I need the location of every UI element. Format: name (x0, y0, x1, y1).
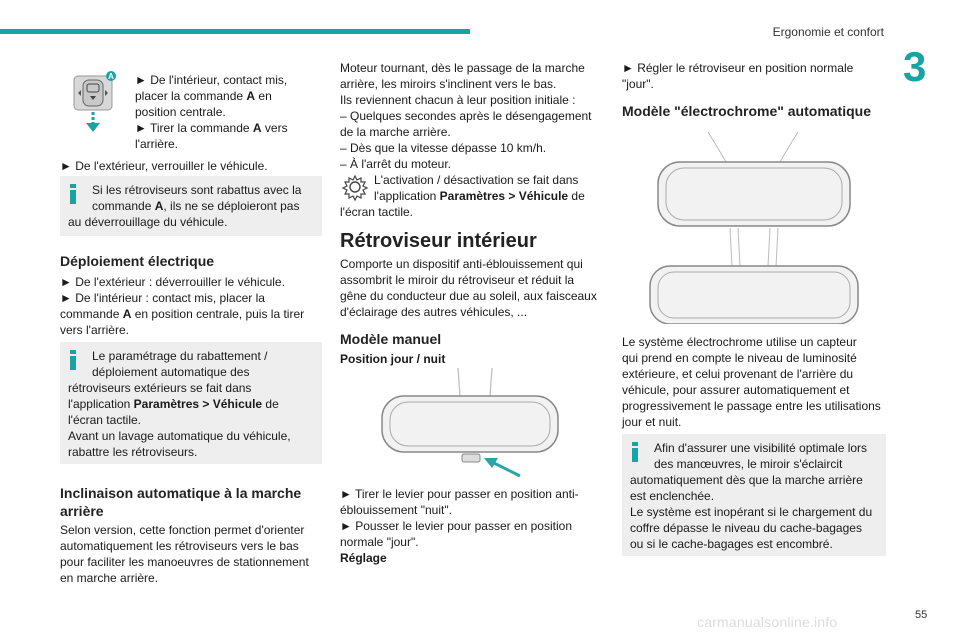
tilt-text: Selon version, cette fonction permet d'orienter automatiquement les rétroviseurs vers le bas pour faciliter les manoeuvres de stationnement en marche arrière. (60, 523, 309, 585)
gear-icon (340, 172, 370, 202)
step-text: ► De l'intérieur, contact mis, (135, 73, 288, 87)
gear-note: L'activation / désactivation se fait dans l'application Paramètres > Véhicule de (374, 173, 585, 203)
info-icon (630, 442, 640, 462)
mirror-description: Comporte un dispositif anti-éblouissement qui assombrit le miroir du rétroviseur et réduit la gêne du conducteur due au soleil, aux faisceaux d'éclairage des autres véhicules, ... (340, 257, 597, 319)
heading-deploy: Déploiement électrique (60, 253, 215, 269)
info-box-fold: Si les rétroviseurs sont rabattus avec la commande A, ils ne se déploieront pas au déverrouillage du véhicule. (60, 176, 322, 236)
section-title: Ergonomie et confort (772, 25, 884, 39)
gear-note-end: l'écran tactile. (340, 205, 413, 219)
watermark: carmanualsonline.info (697, 614, 838, 630)
heading-manual: Modèle manuel (340, 331, 442, 347)
step-text: position centrale. (135, 105, 226, 119)
step-text: placer la commande A en (135, 89, 272, 103)
chapter-number: 3 (903, 43, 927, 90)
manual-steps: ► Tirer le levier pour passer en position anti- éblouissement "nuit". ► Pousser le levier pour passer en position normale "jour". Réglage (340, 487, 579, 565)
info-icon (68, 184, 78, 204)
heading-interior-mirror: Rétroviseur intérieur (340, 230, 537, 252)
reverse-text: Moteur tournant, dès le passage de la marche arrière, les miroirs s'inclinent vers le bas. Ils reviennent chacun à leur position initiale : – Quelques secondes après le désengagement de la marche arrière. – Dès que la vitesse dépasse 10 km/h. – À l'arrêt du moteur. (340, 61, 592, 171)
info-icon (68, 350, 78, 370)
electrochrome-description: Le système électrochrome utilise un capteur qui prend en compte le niveau de luminosité extérieure, et celui provenant de l'arrière du véhicule, pour assurer automatiquement et progressivement le passage entre les utilisations jour et nuit. (622, 335, 881, 429)
header-accent-bar (0, 29, 470, 34)
info-box-electrochrome: Afin d'assurer une visibilité optimale lors des manœuvres, le miroir s'éclaircit automatiquement dès que la marche arrière est enclenchée. Le système est inopérant si le chargement du coffre dépasse le niveau du cache-bagages ou si le cache-bagages est encombré. (622, 434, 886, 556)
electrochrome-mirror-illustration (648, 128, 860, 324)
mirror-control-icon (70, 68, 120, 136)
svg-text:A: A (108, 72, 114, 81)
manual-mirror-illustration (380, 366, 560, 480)
heading-tilt: Inclinaison automatique à la marche arrière (60, 485, 302, 519)
subheading-day-night: Position jour / nuit (340, 352, 446, 366)
page-number: 55 (915, 609, 928, 621)
step-text: ► Tirer la commande A vers (135, 121, 288, 135)
heading-electrochrome: Modèle "électrochrome" automatique (622, 103, 871, 119)
step-text: l'arrière. (135, 137, 178, 151)
info-box-settings: Le paramétrage du rabattement / déploiement automatique des rétroviseurs extérieurs se fait dans l'application Paramètres > Véhicule de l'écran tactile. Avant un lavage automatique du véhicule, rabattre les rétroviseurs. (60, 342, 322, 464)
interior-steps (135, 72, 325, 152)
step-lock: ► De l'extérieur, verrouiller le véhicule. (60, 159, 268, 173)
deploy-steps: ► De l'extérieur : déverrouiller le véhicule. ► De l'intérieur : contact mis, placer la commande A en position centrale, puis la tirer vers l'arrière. (60, 275, 305, 337)
adjust-step: ► Régler le rétroviseur en position normale "jour". (622, 61, 854, 91)
